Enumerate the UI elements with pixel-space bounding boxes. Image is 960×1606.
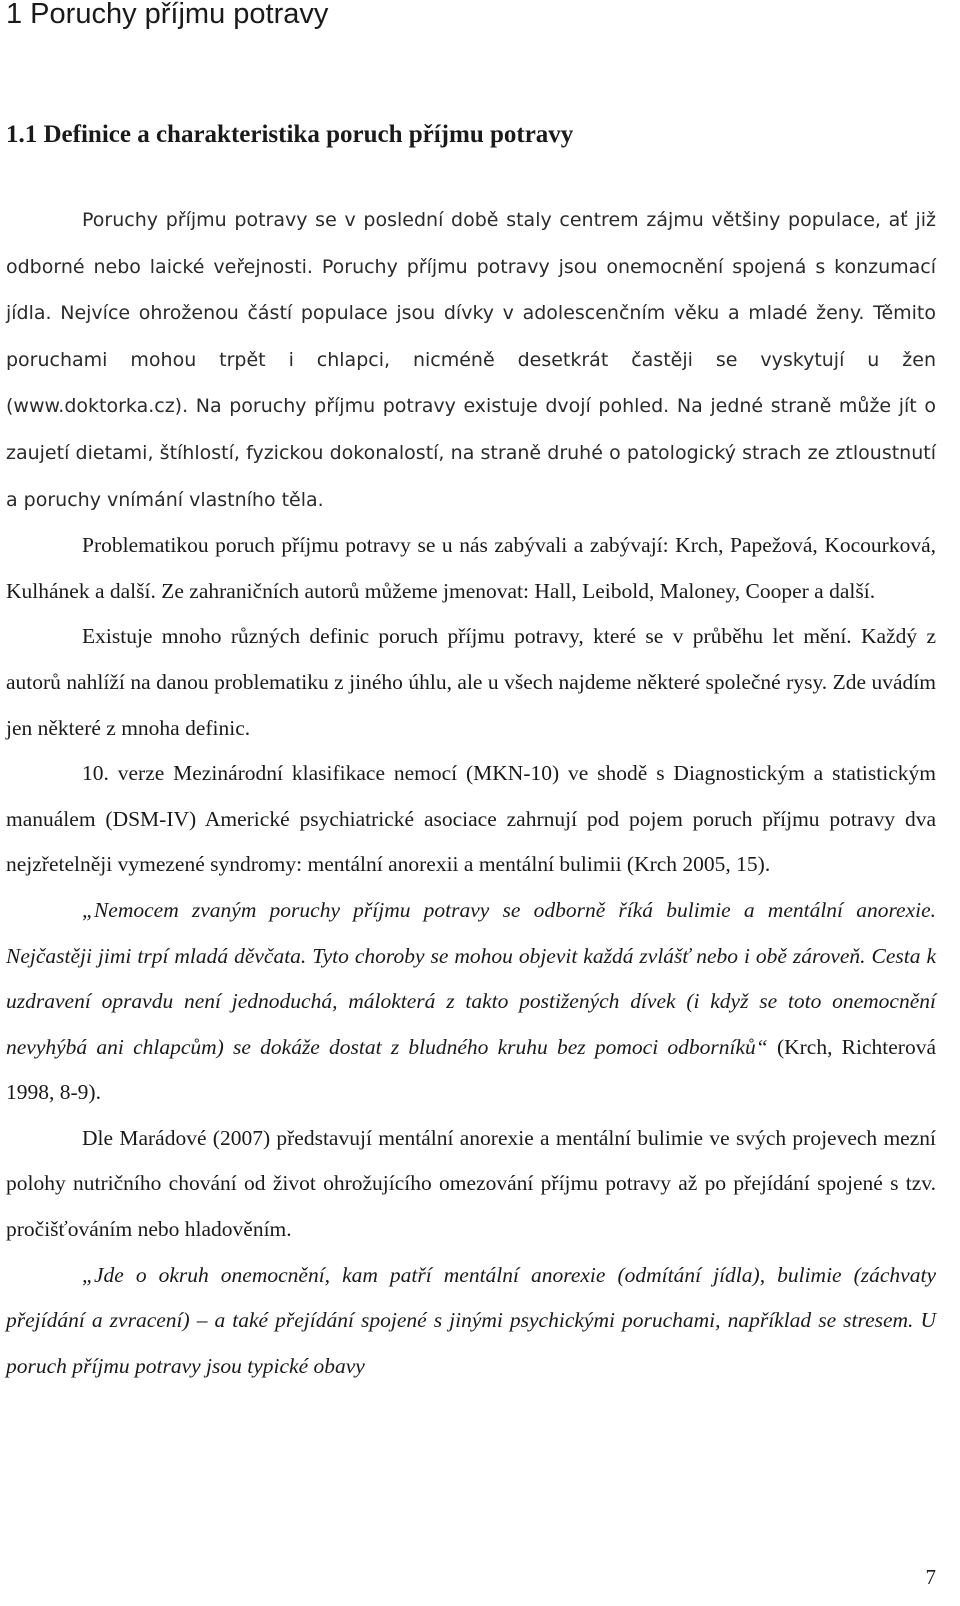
- section-heading: 1.1 Definice a charakteristika poruch příjmu potravy: [6, 121, 574, 148]
- paragraph-authors: [6, 523, 936, 614]
- paragraph-intro-part-b: Těmito poruchami mohou trpět i chlapci, nicméně desetkrát častěji se vyskytují u žen (www.doktorka.cz). Na poruchy příjmu potravy existuje dvojí pohled.: [6, 302, 936, 418]
- quote-krch-text: „Nemocem zvaným poruchy příjmu potravy se odborně říká bulimie a mentální anorexie. Nejčastěji jimi trpí mladá děvčata. Tyto choroby se mohou objevit každá zvlášť nebo i obě zároveň. Cesta k uzdravení opravdu není jednoduchá, málokterá z takto postižených dívek (i když se toto onemocnění nevyhýbá ani chlapcům) se dokáže dostat z bludného kruhu bez pomoci odborníků“: [6, 897, 936, 1059]
- paragraph-quote-okruh: [6, 1253, 936, 1390]
- quote-krch-citation: (Krch, Richterová 1998, 8-9).: [6, 1034, 936, 1105]
- paragraph-quote-krch: [6, 888, 936, 1116]
- paragraph-authors-part-a: Problematikou poruch příjmu potravy se u nás zabývali a zabývají: Krch, Papežová, Kocourková, Kulhánek a další.: [6, 533, 936, 603]
- paragraph-intro-part-a: Poruchy příjmu potravy se v poslední době staly centrem zájmu většiny populace, ať již odborné nebo laické veřejnosti. Poruchy příjmu potravy jsou onemocnění spojená s konzumací jídla. Nejvíce ohroženou částí populace jsou dívky v adolescenčním věku a mladé ženy.: [6, 209, 936, 325]
- page-number: 7: [925, 1565, 936, 1589]
- paragraph-authors-part-b: Ze zahraničních autorů můžeme jmenovat: Hall, Leibold, Maloney, Cooper a další.: [155, 578, 876, 603]
- chapter-heading: 1 Poruchy příjmu potravy: [6, 0, 329, 30]
- paragraph-maradova: Dle Marádové (2007) představují mentální anorexie a mentální bulimie ve svých projevech mezní polohy nutričního chování od život ohrožujícího omezování příjmu potravy až po přejídání spojené s tzv. pročišťováním nebo hladověním.: [6, 1125, 936, 1242]
- body-text: [6, 197, 936, 1389]
- paragraph-intro: [6, 197, 936, 523]
- paragraph-intro-part-c: Na jedné straně může jít o zaujetí dietami, štíhlostí, fyzickou dokonalostí, na straně druhé o patologický strach ze ztloustnutí a poruchy vnímání vlastního těla.: [6, 395, 937, 511]
- paragraph-definitions: Existuje mnoho různých definic poruch příjmu potravy, které se v průběhu let mění. Každý z autorů nahlíží na danou problematiku z jiného úhlu, ale u všech najdeme některé společné rysy. Zde uvádím jen některé z mnoha definic.: [6, 624, 936, 740]
- paragraph-mkn10: 10. verze Mezinárodní klasifikace nemocí (MKN-10) ve shodě s Diagnostickým a statistickým manuálem (DSM-IV) Americké psychiatrické asociace zahrnují pod pojem poruch příjmu potravy dva nejzřetelněji vymezené syndromy: mentální anorexii a mentální bulimii (Krch 2005, 15).: [6, 761, 936, 877]
- quote-okruh-text: „Jde o okruh onemocnění, kam patří mentální anorexie (odmítání jídla), bulimie (záchvaty přejídání a zvracení) – a také přejídání spojené s jinými psychickými poruchami, například se stresem. U poruch příjmu potravy jsou typické obavy: [6, 1262, 936, 1378]
